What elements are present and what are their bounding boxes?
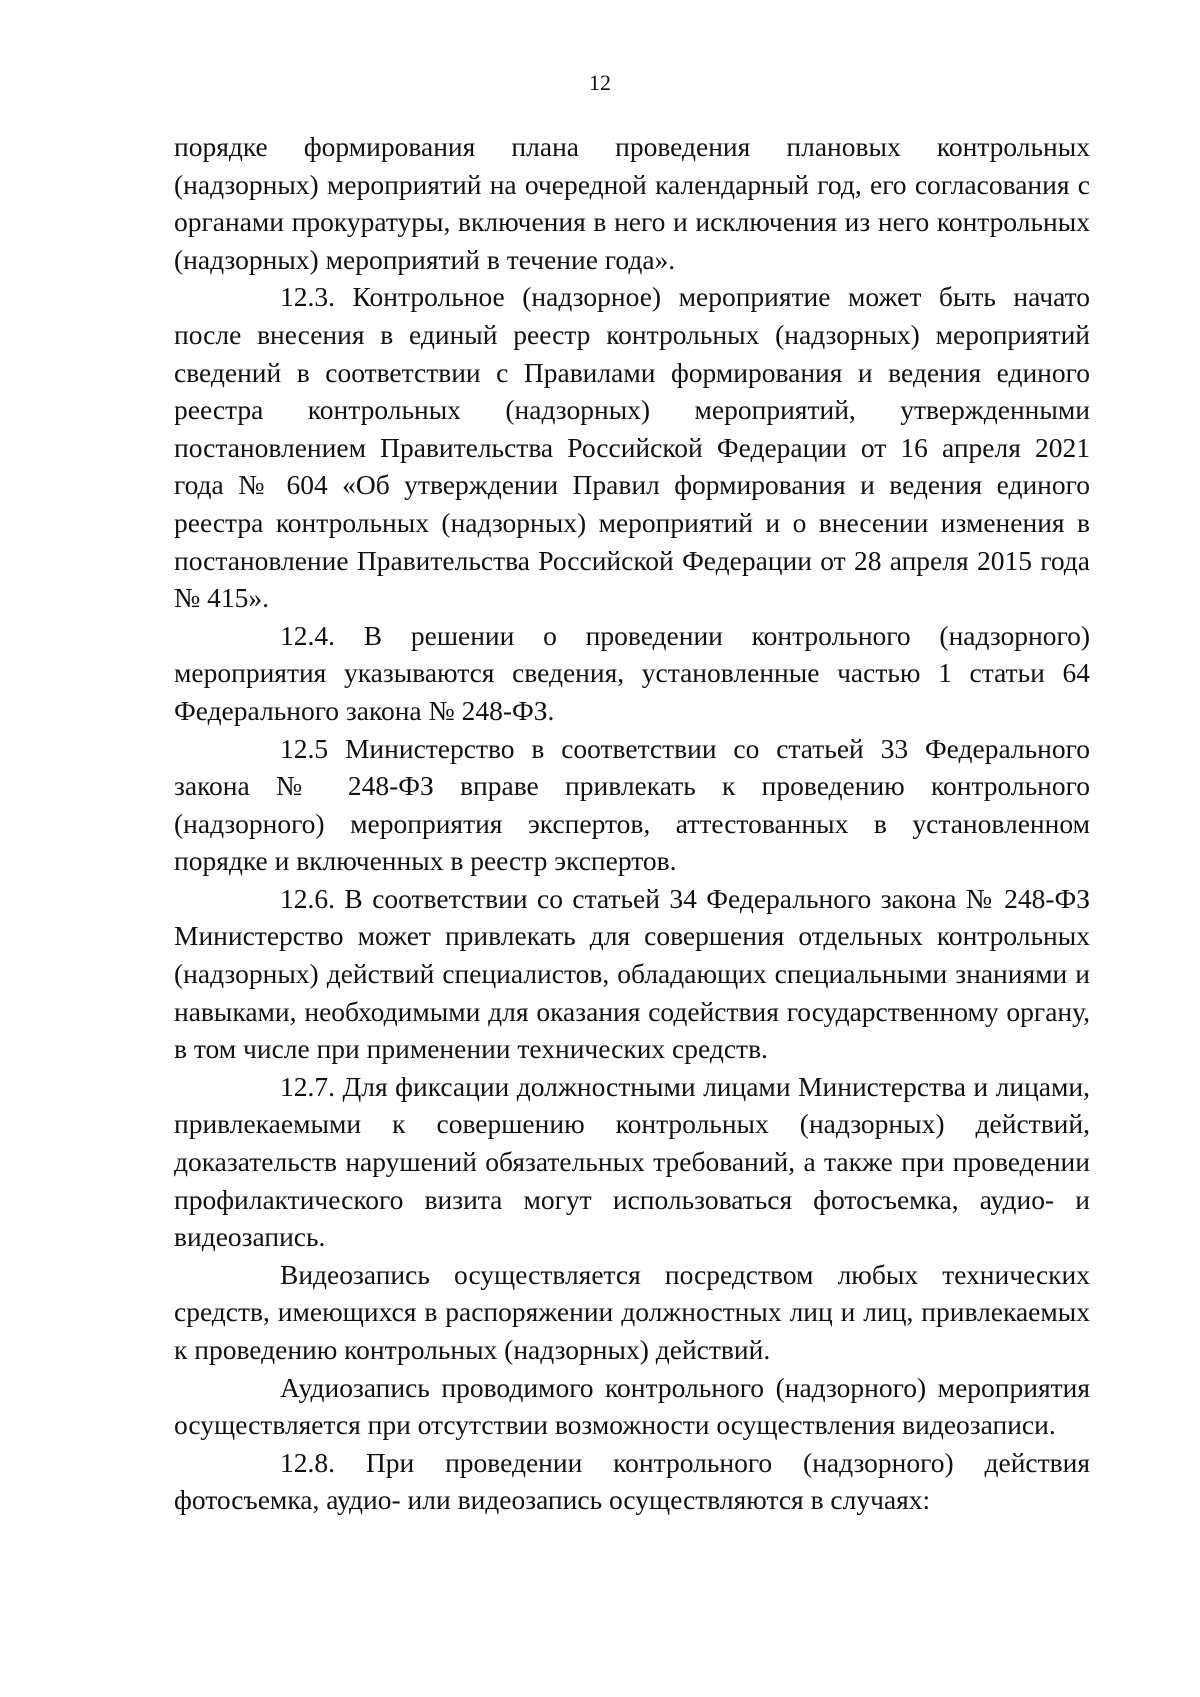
paragraph-12-4: 12.4. В решении о проведении контрольного (надзорного) мероприятия указываются сведения, установленные частью 1 статьи 64 Федерального закона № 248-ФЗ. [174,619,1090,726]
paragraph-continuation: порядке формирования плана проведения плановых контрольных (надзорных) мероприятий на очередной календарный год, его согласования с органами прокуратуры, включения в него и исключения из него контрольных (надзорных) мероприятий в течение года». [174,131,1090,275]
paragraph-12-8: 12.8. При проведении контрольного (надзорного) действия фотосъемка, аудио- или видеозапись осуществляются в случаях: [174,1446,1090,1516]
page-number: 12 [589,70,611,95]
paragraph-12-7: 12.7. Для фиксации должностными лицами Министерства и лицами, привлекаемыми к совершению контрольных (надзорных) действий, доказательств нарушений обязательных требований, а также при проведении профилактического визита могут использоваться фотосъемка, аудио- и видеозапись. [174,1070,1090,1253]
paragraph-12-6: 12.6. В соответствии со статьей 34 Федерального закона № 248-ФЗ Министерство может привлекать для совершения отдельных контрольных (надзорных) действий специалистов, обладающих специальными знаниями и навыками, необходимыми для оказания содействия государственному органу, в том числе при применении технических средств. [174,882,1090,1065]
paragraph-12-3: 12.3. Контрольное (надзорное) мероприятие может быть начато после внесения в единый реестр контрольных (надзорных) мероприятий сведений в соответствии с Правилами формирования и ведения единого реестра контрольных (надзорных) мероприятий, утвержденными постановлением Правительства Российской Федерации от 16 апреля 2021 года № 604 «Об утверждении Правил формирования и ведения единого реестра контрольных (надзорных) мероприятий и о внесении изменения в постановление Правительства Российской Федерации от 28 апреля 2015 года № 415». [174,281,1090,614]
paragraph-12-5: 12.5 Министерство в соответствии со статьей 33 Федерального закона № 248-ФЗ вправе привлекать к проведению контрольного (надзорного) мероприятия экспертов, аттестованных в установленном порядке и включенных в реестр экспертов. [174,732,1090,877]
paragraph-audio: Аудиозапись проводимого контрольного (надзорного) мероприятия осуществляется при отсутствии возможности осуществления видеозаписи. [174,1371,1090,1441]
paragraph-video: Видеозапись осуществляется посредством любых технических средств, имеющихся в распоряжении должностных лиц и лиц, привлекаемых к проведению контрольных (надзорных) действий. [174,1258,1090,1365]
document-body [174,128,1090,1519]
